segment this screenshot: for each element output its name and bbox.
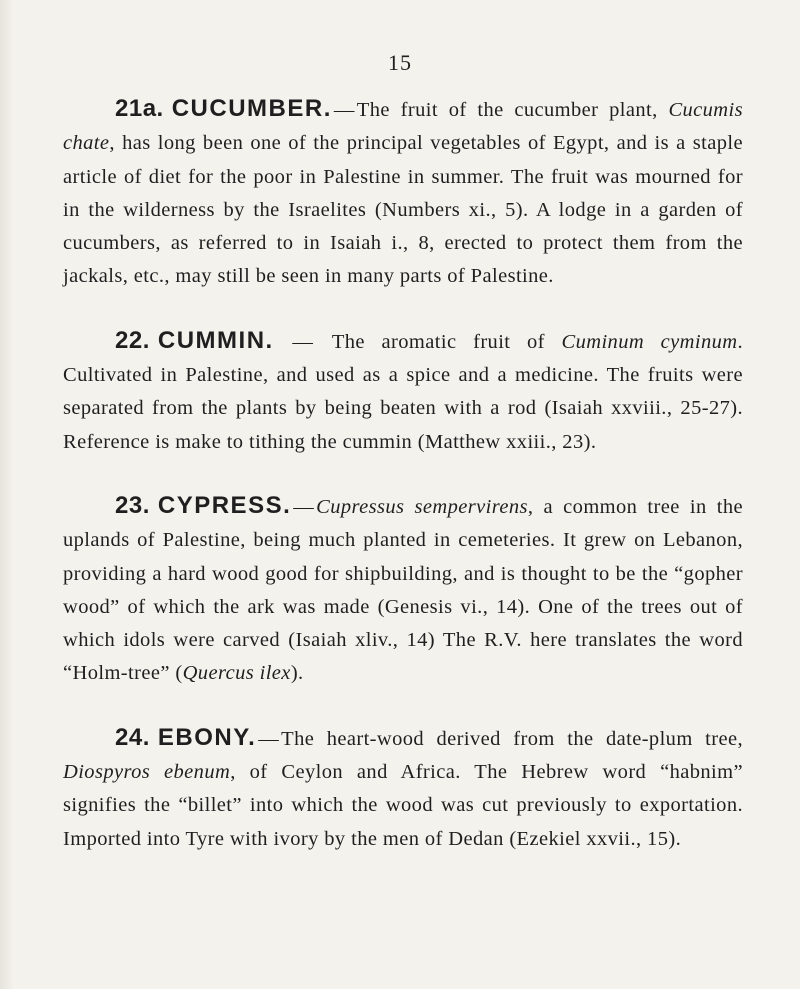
entry-dash: —	[333, 99, 355, 121]
entry-number: 22.	[115, 326, 150, 354]
entry-dash: —	[293, 495, 315, 518]
entry-heading	[63, 326, 274, 354]
latin-name: Cupressus sempervirens	[316, 495, 528, 518]
entry-cypress	[63, 489, 743, 691]
entry-heading	[63, 723, 257, 751]
entry-heading	[63, 95, 332, 122]
entry-title: CYPRESS.	[157, 491, 292, 519]
latin-name: Quercus ilex	[182, 662, 291, 685]
entry-dash: —	[258, 727, 280, 750]
entry-text: ).	[290, 662, 304, 685]
latin-name: Diospyros ebenum	[63, 761, 231, 784]
entry-number: 21a.	[115, 95, 164, 122]
entry-title: CUMMIN.	[157, 326, 274, 354]
entry-cummin	[63, 324, 743, 459]
entry-text: The heart-wood derived from the date-plum tree,	[281, 727, 743, 750]
entry-text: The fruit of the cucumber plant,	[356, 99, 669, 121]
entry-text: , a common tree in the uplands of Palestine, being much planted in cemeteries. It grew on Lebanon, providing a hard wood good for shipbuilding, and is thought to be the “gopher wood” of which the ark was made (Genesis vi., 14). One of the trees out of which idols were carved (Isaiah xliv., 14) The R.V. here translates the word “Holm-tree” (	[63, 495, 743, 685]
page-edge-shadow	[0, 0, 14, 989]
book-page-body	[63, 92, 743, 886]
page-number: 15	[388, 50, 412, 75]
entry-cucumber	[63, 92, 743, 294]
latin-name: Cucumis chate	[63, 99, 743, 155]
entry-number: 23.	[115, 491, 150, 519]
entry-number: 24.	[115, 723, 150, 751]
entry-heading	[63, 491, 292, 519]
entry-ebony	[63, 721, 743, 856]
entry-text: The aromatic fruit of	[331, 330, 562, 353]
entry-text: , of Ceylon and Africa. The Hebrew word “habnim” signifies the “billet” into which the wood was cut previously to exportation. Imported into Tyre with ivory by the men of Dedan (Ezekiel xxvii., 15).	[63, 761, 743, 850]
entry-title: CUCUMBER.	[171, 95, 332, 122]
entry-text: . Cultivated in Palestine, and used as a spice and a medicine. The fruits were separated from the plants by being beaten with a rod (Isaiah xxviii., 25-27). Reference is make to tithing the cummin (Matthew xxiii., 23).	[63, 330, 744, 453]
entry-text: , has long been one of the principal vegetables of Egypt, and is a staple article of diet for the poor in Palestine in summer. The fruit was mourned for in the wilderness by the Israelites (Numbers xi., 5). A lodge in a garden of cucumbers, as referred to in Isaiah i., 8, erected to protect them from the jackals, etc., may still be seen in many parts of Palestine.	[63, 132, 743, 288]
entry-dash: —	[275, 330, 330, 353]
entry-title: EBONY.	[157, 723, 257, 751]
latin-name: Cuminum cyminum	[561, 330, 738, 353]
